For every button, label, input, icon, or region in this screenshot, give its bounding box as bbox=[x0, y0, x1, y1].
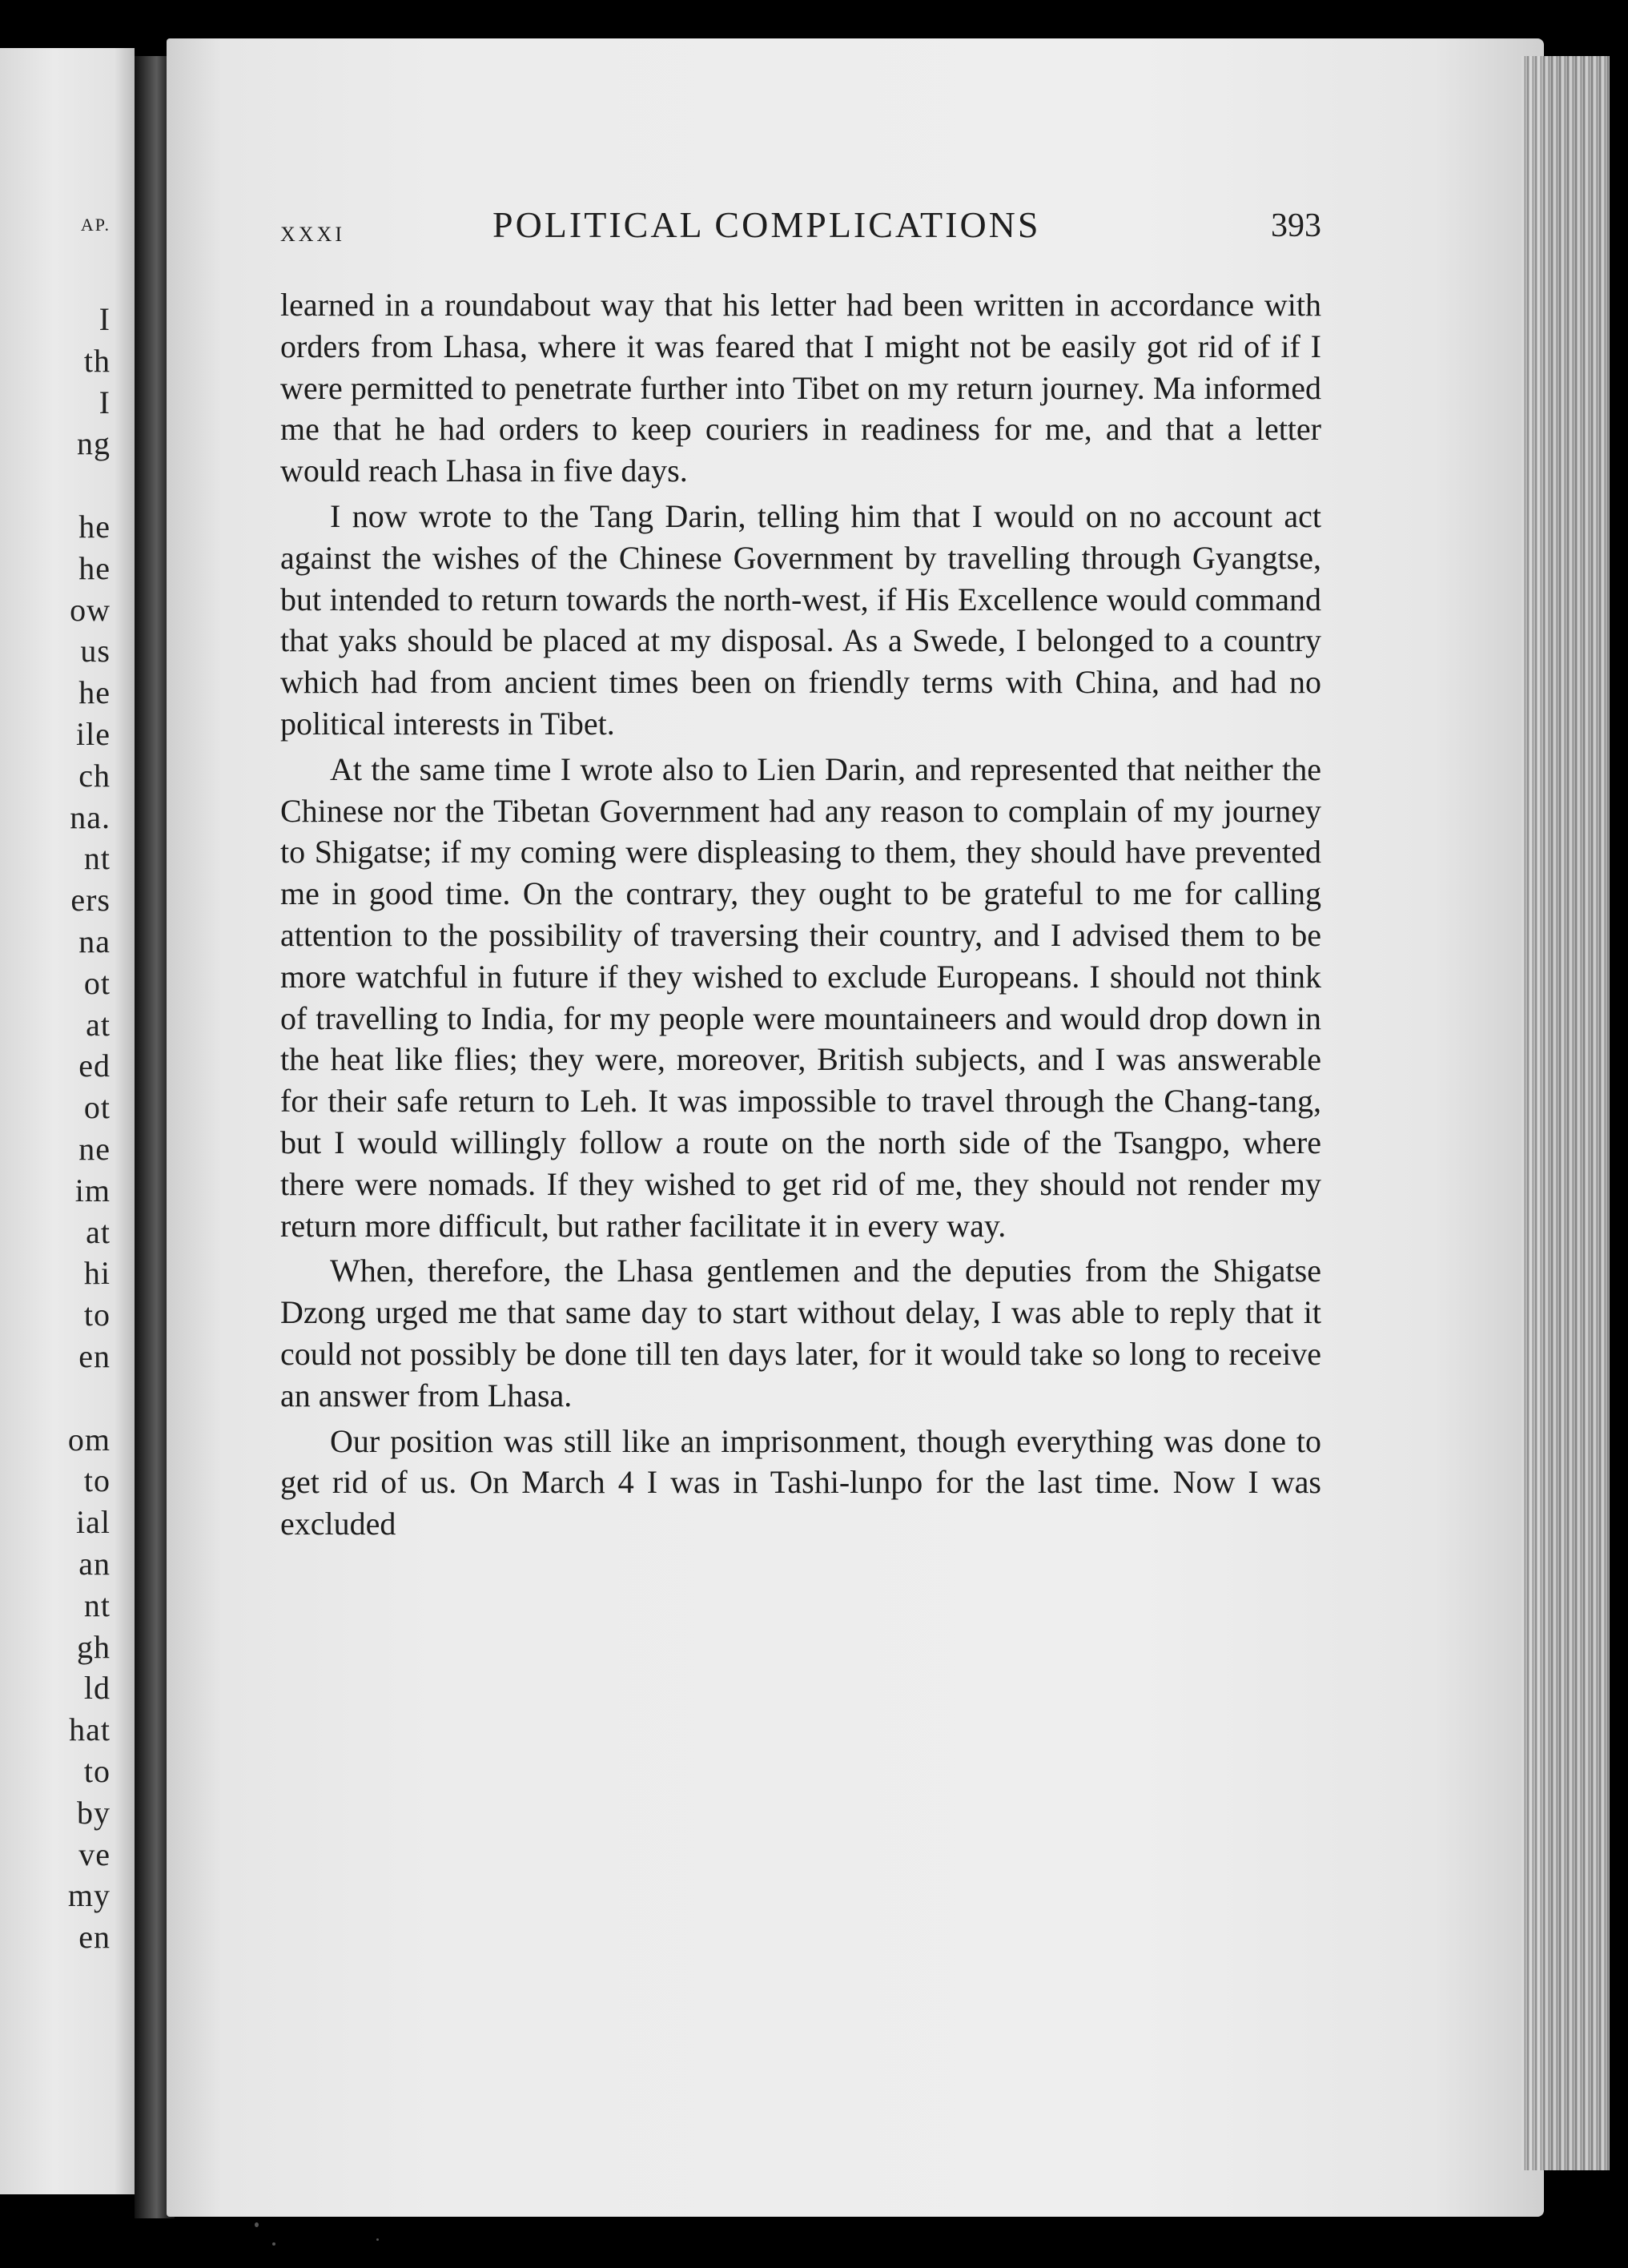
previous-page-line-fragment: ile bbox=[76, 716, 111, 752]
previous-page-line-fragment: th bbox=[83, 342, 111, 379]
previous-page-line-fragment: he bbox=[78, 509, 111, 545]
previous-page-line-fragment: ow bbox=[70, 591, 111, 628]
previous-page-line-fragment: na bbox=[78, 923, 111, 959]
previous-page-line-fragment: ch bbox=[78, 757, 111, 794]
previous-page-line-fragment: ng bbox=[77, 425, 111, 462]
previous-page-line-fragment: at bbox=[86, 1006, 111, 1043]
previous-page-line-fragment: to bbox=[83, 1753, 111, 1789]
running-title: POLITICAL COMPLICATIONS bbox=[492, 204, 1041, 245]
previous-page-line-fragment: I bbox=[98, 384, 111, 420]
previous-page-line-fragment: by bbox=[77, 1794, 111, 1831]
previous-page-line-fragment: ers bbox=[70, 882, 111, 919]
body-text bbox=[280, 284, 1321, 1549]
running-header bbox=[280, 200, 1321, 256]
previous-page-line-fragment: nt bbox=[83, 1586, 111, 1623]
previous-page-line-fragment: ot bbox=[83, 964, 111, 1001]
scan-speck bbox=[376, 2238, 379, 2241]
chapter-number: XXXI bbox=[280, 223, 345, 246]
previous-page-line-fragment: an bbox=[78, 1546, 111, 1582]
previous-page-line-fragment: im bbox=[74, 1172, 111, 1208]
previous-page-line-fragment: to bbox=[83, 1462, 111, 1499]
paragraph: learned in a roundabout way that his letter had been written in accordance with orders from Lhasa, where it was feared that I might not be easily got rid of if I were permitted to penetrate further into Tibet on my return journey. Ma informed me that he had orders to keep couriers in readiness for me, and that a letter would reach Lhasa in five days. bbox=[280, 287, 1321, 489]
previous-page-header-fragment: AP. bbox=[80, 215, 111, 235]
previous-page-line-fragment: ed bbox=[78, 1048, 111, 1084]
previous-page-line-fragment: ial bbox=[76, 1504, 111, 1541]
previous-page-fragment bbox=[0, 48, 135, 2194]
previous-page-line-fragment: gh bbox=[77, 1628, 111, 1665]
previous-page-line-fragment: he bbox=[78, 674, 111, 711]
page-fore-edge bbox=[1521, 56, 1610, 2170]
previous-page-line-fragment: I bbox=[98, 301, 111, 337]
paragraph: When, therefore, the Lhasa gentlemen and the deputies from the Shigatse Dzong urged me that same day to start without delay, I was able to reply that it could not possibly be done till ten days later, for it would take so long to receive an answer from Lhasa. bbox=[280, 1253, 1321, 1413]
paragraph: At the same time I wrote also to Lien Darin, and represented that neither the Chinese nor the Tibetan Government had any reason to complain of my journey to Shigatse; if my coming were displeasing to them, they should have prevented me in good time. On the contrary, they ought to be grateful to me for calling attention to the possibility of traversing their country, and I advised them to be more watchful in future if they wished to exclude Europeans. I should not think of travelling to India, for my people were mountaineers and would drop down in the heat like flies; they were, moreover, British subjects, and I was answerable for their safe return to Leh. It was impossible to travel through the Chang-tang, but I would willingly follow a route on the north side of the Tsangpo, where there were nomads. If they wished to get rid of me, they should not render my return more difficult, but rather facilitate it in every way. bbox=[280, 750, 1321, 1244]
scan-speck bbox=[272, 2242, 275, 2246]
paragraph: I now wrote to the Tang Darin, telling him that I would on no account act against the wishes of the Chinese Government by travelling through Gyangtse, but intended to return towards the north-west, if His Excellence would command that yaks should be placed at my disposal. As a Swede, I belonged to a country which had from ancient times been on friendly terms with China, and had no political interests in Tibet. bbox=[280, 497, 1321, 742]
previous-page-line-fragment: ne bbox=[78, 1131, 111, 1167]
previous-page-line-fragment: en bbox=[78, 1338, 111, 1374]
paragraph: Our position was still like an imprisonment, though everything was done to get rid of us. On March 4 I was in Tashi-lunpo for the last time. Now I was excluded bbox=[280, 1422, 1321, 1542]
previous-page-line-fragment: na. bbox=[70, 798, 111, 835]
previous-page-line-fragment: ot bbox=[83, 1089, 111, 1126]
page-number: 393 bbox=[1271, 207, 1321, 244]
scan-speck bbox=[255, 2222, 259, 2227]
previous-page-line-fragment: my bbox=[67, 1877, 111, 1914]
previous-page-line-fragment: om bbox=[67, 1421, 111, 1458]
previous-page-line-fragment: to bbox=[83, 1297, 111, 1333]
previous-page-line-fragment: he bbox=[78, 549, 111, 586]
previous-page-line-fragment: nt bbox=[83, 840, 111, 877]
previous-page-line-fragment: hat bbox=[69, 1711, 111, 1748]
previous-page-line-fragment: ld bbox=[83, 1670, 111, 1707]
previous-page-line-fragment: en bbox=[78, 1919, 111, 1956]
previous-page-line-fragment: ve bbox=[78, 1836, 111, 1872]
previous-page-line-fragment: us bbox=[80, 633, 111, 670]
previous-page-line-fragment: at bbox=[86, 1213, 111, 1250]
previous-page-line-fragment: hi bbox=[83, 1255, 111, 1292]
